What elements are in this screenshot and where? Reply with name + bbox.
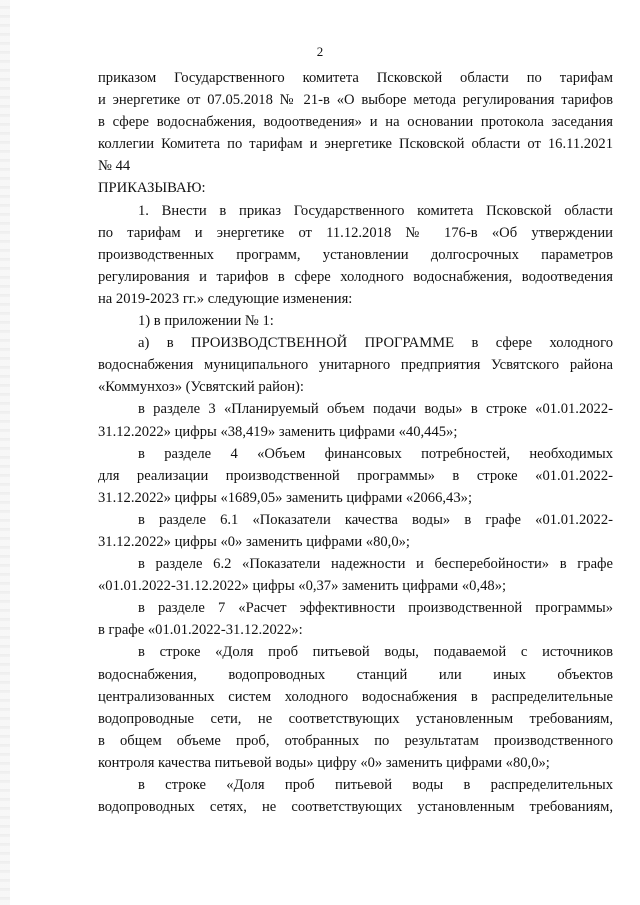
text-line: в строке «Доля проб питьевой воды в распределительных	[138, 777, 613, 793]
text-line: 31.12.2022» цифры «38,419» заменить цифрами «40,445»;	[98, 423, 458, 440]
text-line: водопроводные сети, не соответствующих установленным требованиям,	[98, 710, 613, 727]
text-line: в общем объеме проб, отобранных по результатам производственного	[98, 732, 613, 749]
text-line: в разделе 6.2 «Показатели надежности и бесперебойности» в графе	[138, 556, 613, 573]
text-line: водоснабжения, водопроводных станций или иных объектов	[98, 666, 613, 683]
scan-edge-artifact	[0, 0, 10, 905]
text-line: приказом Государственного комитета Псковской области по тарифам	[98, 70, 613, 86]
text-line: в разделе 3 «Планируемый объем подачи воды» в строке «01.01.2022-	[138, 401, 613, 418]
text-line: для реализации производственной программы» в строке «01.01.2022-	[98, 467, 613, 484]
document-body	[98, 67, 613, 818]
text-line: 1) в приложении № 1:	[138, 313, 274, 330]
text-line: «01.01.2022-31.12.2022» цифры «0,37» заменить цифрами «0,48»;	[98, 578, 507, 595]
text-line: коллегии Комитета по тарифам и энергетике Псковской области от 16.11.2021	[98, 136, 613, 153]
text-line: 1. Внести в приказ Государственного комитета Псковской области	[138, 202, 613, 219]
text-line: в строке «Доля проб питьевой воды, подаваемой с источников	[138, 644, 613, 661]
text-line: № 44	[98, 158, 131, 175]
text-line: 31.12.2022» цифры «0» заменить цифрами «80,0»;	[98, 533, 410, 550]
text-line: 31.12.2022» цифры «1689,05» заменить цифрами «2066,43»;	[98, 489, 472, 506]
text-line: регулирования и тарифов в сфере холодного водоснабжения, водоотведения	[98, 268, 613, 285]
text-line: и энергетике от 07.05.2018 № 21-в «О выборе метода регулирования тарифов	[98, 92, 613, 109]
text-line: «Коммунхоз» (Усвятский район):	[98, 379, 304, 396]
text-line: производственных программ, установлении долгосрочных параметров	[98, 246, 613, 263]
text-line: на 2019-2023 гг.» следующие изменения:	[98, 290, 353, 307]
text-line: контроля качества питьевой воды» цифру «0» заменить цифрами «80,0»;	[98, 754, 550, 771]
text-line: водопроводных сетях, не соответствующих установленным требованиям,	[98, 799, 613, 816]
text-line: в разделе 7 «Расчет эффективности производственной программы»	[138, 600, 613, 617]
text-line: а) в ПРОИЗВОДСТВЕННОЙ ПРОГРАММЕ в сфере холодного	[138, 335, 613, 352]
text-line: централизованных систем холодного водоснабжения в распределительные	[98, 688, 613, 705]
text-line: водоснабжения муниципального унитарного предприятия Усвятского района	[98, 357, 613, 374]
text-line: в графе «01.01.2022-31.12.2022»:	[98, 622, 303, 639]
text-line: в сфере водоснабжения, водоотведения» и на основании протокола заседания	[98, 114, 613, 131]
page-number: 2	[316, 44, 324, 59]
text-line: ПРИКАЗЫВАЮ:	[98, 180, 206, 197]
text-line: в разделе 4 «Объем финансовых потребностей, необходимых	[138, 445, 613, 462]
text-line: по тарифам и энергетике от 11.12.2018 № 176-в «Об утверждении	[98, 224, 613, 241]
text-line: в разделе 6.1 «Показатели качества воды» в графе «01.01.2022-	[138, 511, 613, 528]
